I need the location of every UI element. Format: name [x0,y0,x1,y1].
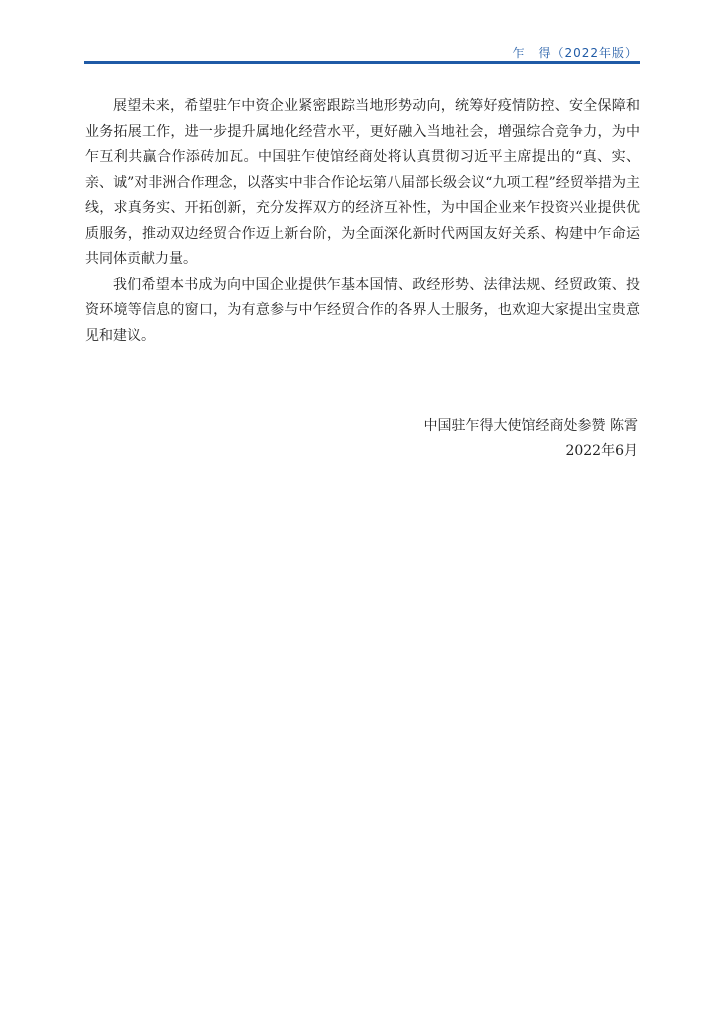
signature-author: 中国驻乍得大使馆经商处参赞 陈霄 [423,418,638,434]
paragraph-outlook: 展望未来，希望驻乍中资企业紧密跟踪当地形势动向，统筹好疫情防控、安全保障和业务拓展工作，进一步提升属地化经营水平，更好融入当地社会，增强综合竞争力，为中乍互利共赢合作添砖加瓦。中国驻乍使馆经商处将认真贯彻习近平主席提出的“真、实、亲、诚”对非洲合作理念，以落实中非合作论坛第八届部长级会议“九项工程”经贸举措为主线，求真务实、开拓创新，充分发挥双方的经济互补性，为中国企业来乍投资兴业提供优质服务，推动双边经贸合作迈上新台阶，为全面深化新时代两国友好关系、构建中乍命运共同体贡献力量。 [85,98,640,267]
body-text [85,94,640,349]
signature-date: 2022年6月 [565,443,638,459]
header-divider [84,61,640,64]
signature-block [424,414,638,464]
paragraph-purpose: 我们希望本书成为向中国企业提供乍基本国情、政经形势、法律法规、经贸政策、投资环境等信息的窗口，为有意参与中乍经贸合作的各界人士服务，也欢迎大家提出宝贵意见和建议。 [85,276,640,344]
running-header-title: 乍 得（2022年版） [512,46,638,60]
